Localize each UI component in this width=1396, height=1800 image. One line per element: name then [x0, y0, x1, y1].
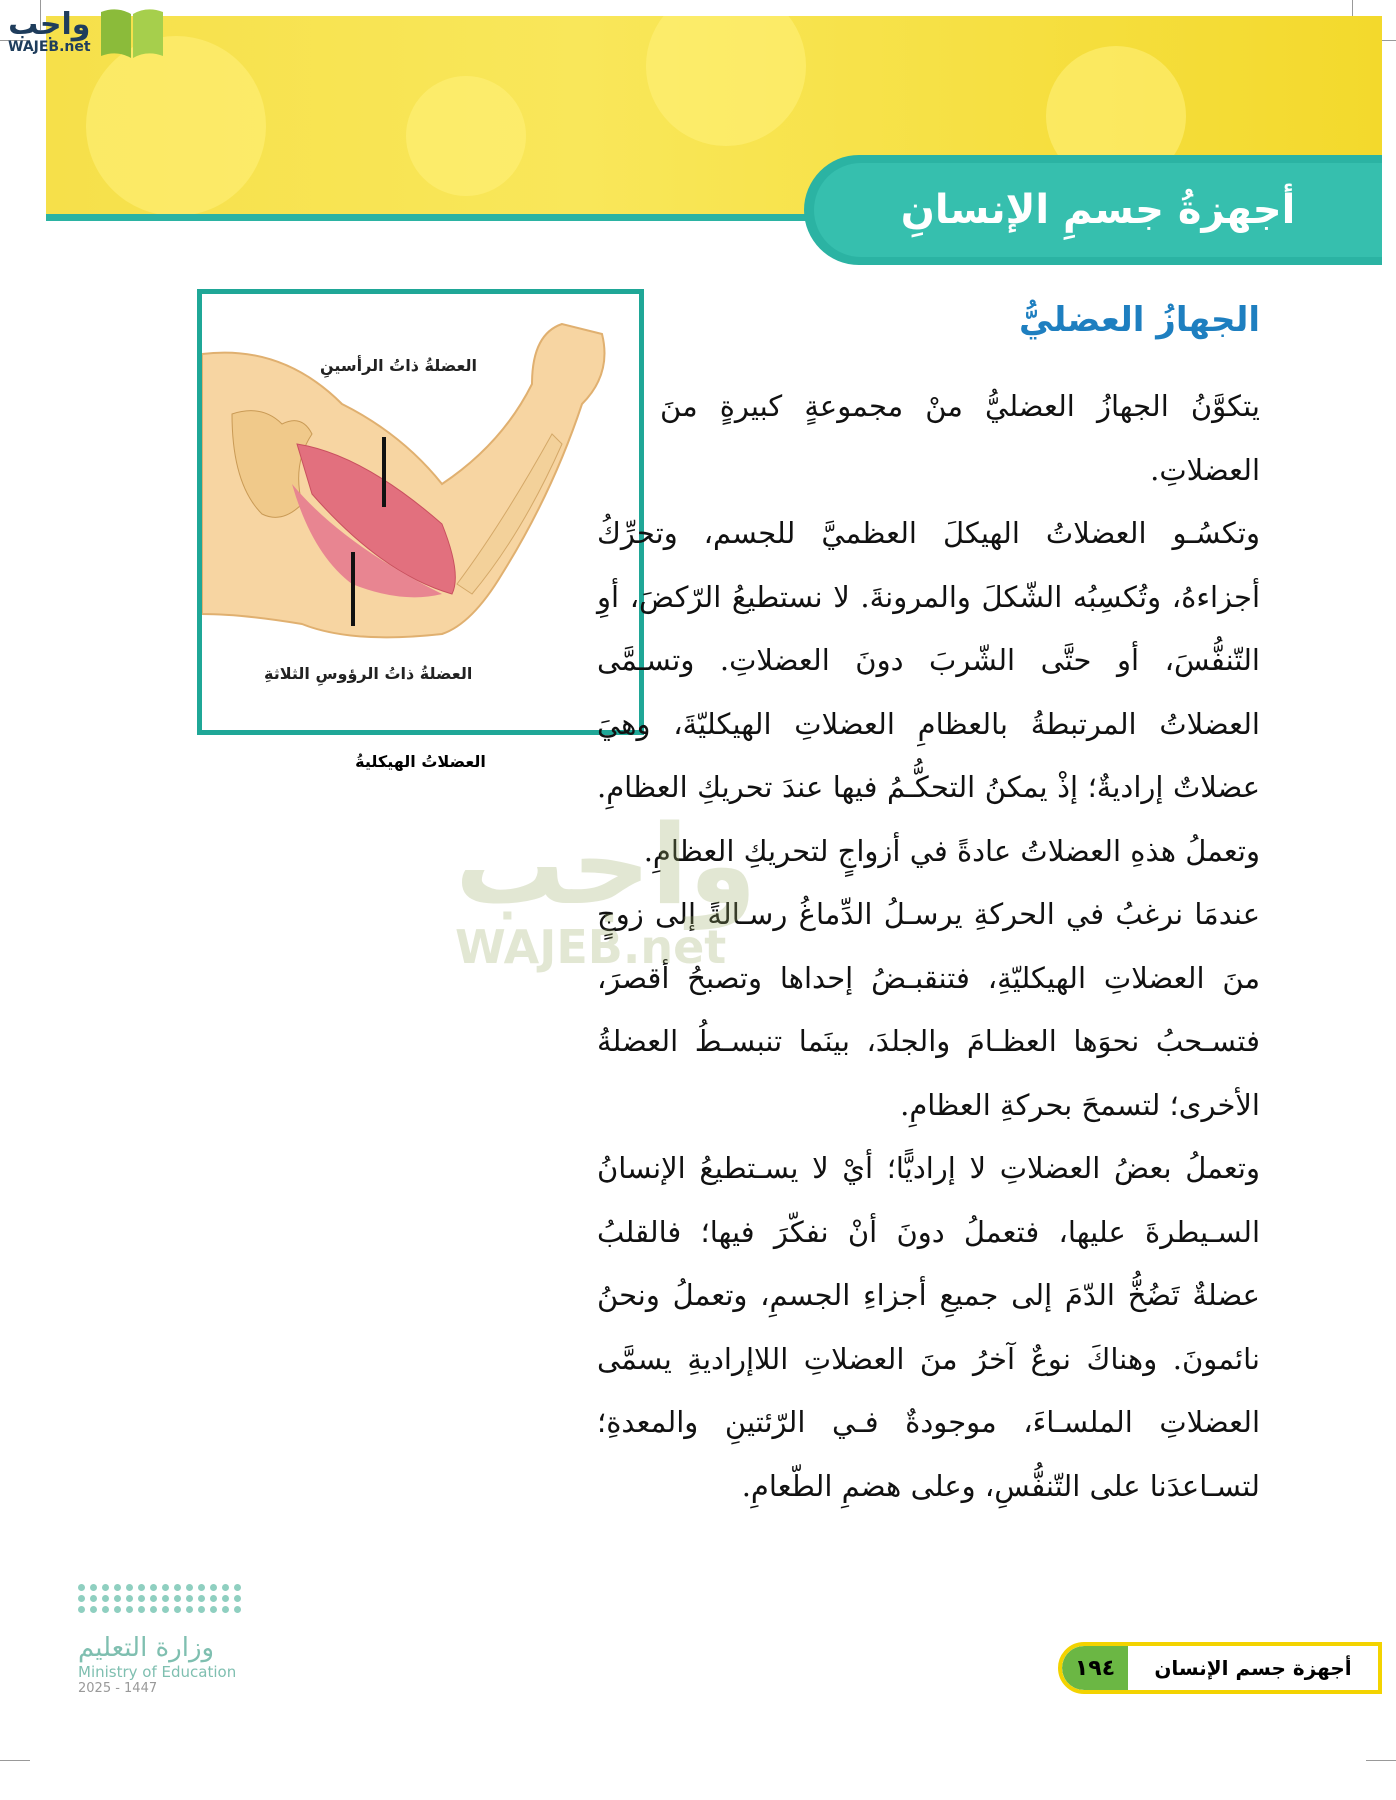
page-footer — [1058, 1642, 1382, 1694]
ministry-arabic: وزارة التعليم — [78, 1633, 215, 1663]
page-number: ١٩٤ — [1062, 1646, 1128, 1690]
chapter-title-text: أجهزةُ جسمِ الإنسانِ — [900, 187, 1296, 233]
section-heading: الجهازُ العضليُّ — [1019, 300, 1260, 340]
paragraph: وتكسُـو العضلاتُ الهيكلَ العظميَّ للجسم، وتحرِّكُ أجزاءهُ، وتُكسِبُه الشّكلَ والمرونةَ. لا نستطيعُ الرّكضَ، أوِ التّنفُّسَ، أو حتَّى الشّربَ دونَ العضلاتِ. وتسـمَّى العضلاتُ المرتبطةُ بالعظامِ العضلاتِ الهيكليّةَ، وهيَ عضلاتٌ إراديةٌ؛ إذْ يمكنُ التحكُّـمُ فيها عندَ تحريكِ العظامِ. وتعملُ هذهِ العضلاتُ عادةً في أزواجٍ لتحريكِ العظامِ. — [597, 516, 1260, 868]
wajeb-logo[interactable] — [8, 4, 167, 60]
triceps-label: العضلةُ ذاتُ الرؤوسِ الثلاثةِ — [264, 664, 473, 683]
footer-title: أجهزة جسم الإنسان — [1154, 1656, 1352, 1680]
watermark-latin: WAJEB.net — [455, 920, 727, 974]
figure-caption: العضلاتُ الهيكليةُ — [355, 752, 486, 771]
ministry-logo — [78, 1584, 248, 1696]
logo-arabic: واجب — [8, 7, 91, 42]
chapter-title — [814, 163, 1382, 257]
book-icon — [97, 4, 167, 60]
ministry-english: Ministry of Education — [78, 1663, 237, 1681]
paragraph: يتكوَّنُ الجهازُ العضليُّ منْ مجموعةٍ كبيرةٍ منَ العضلاتِ. — [660, 389, 1260, 487]
biceps-label: العضلةُ ذاتُ الرأسينِ — [320, 356, 478, 375]
ministry-year: 2025 - 1447 — [78, 1681, 158, 1696]
logo-latin: WAJEB.net — [8, 39, 91, 55]
paragraph: عندمَا نرغبُ في الحركةِ يرسـلُ الدِّماغُ رسـالةً إلى زوجٍ منَ العضلاتِ الهيكليّةِ، فتنقبـضُ إحداها وتصبحُ أقصرَ، فتسـحبُ نحوَها العظـامَ والجلدَ، بينَما تنبسـطُ العضلةُ الأخرى؛ لتسمحَ بحركةِ العظامِ. — [597, 897, 1260, 1122]
watermark-arabic: واجب — [455, 801, 757, 929]
section-body — [597, 375, 1260, 1518]
ministry-dots-icon — [78, 1584, 248, 1613]
skeletal-muscle-figure — [197, 289, 644, 735]
paragraph: وتعملُ بعضُ العضلاتِ لا إراديًّا؛ أيْ لا يسـتطيعُ الإنسانُ السـيطرةَ عليها، فتعملُ دونَ أنْ نفكّرَ فيها؛ فالقلبُ عضلةٌ تَضُخُّ الدّمَ إلى جميعِ أجزاءِ الجسمِ، وتعملُ ونحنُ نائمونَ. وهناكَ نوعٌ آخرُ منَ العضلاتِ اللاإراديةِ يسمَّى العضلاتِ الملسـاءَ، موجودةٌ فـي الرّئتينِ والمعدةِ؛ لتسـاعدَنا على التّنفُّسِ، وعلى هضمِ الطّعامِ. — [597, 1151, 1260, 1503]
